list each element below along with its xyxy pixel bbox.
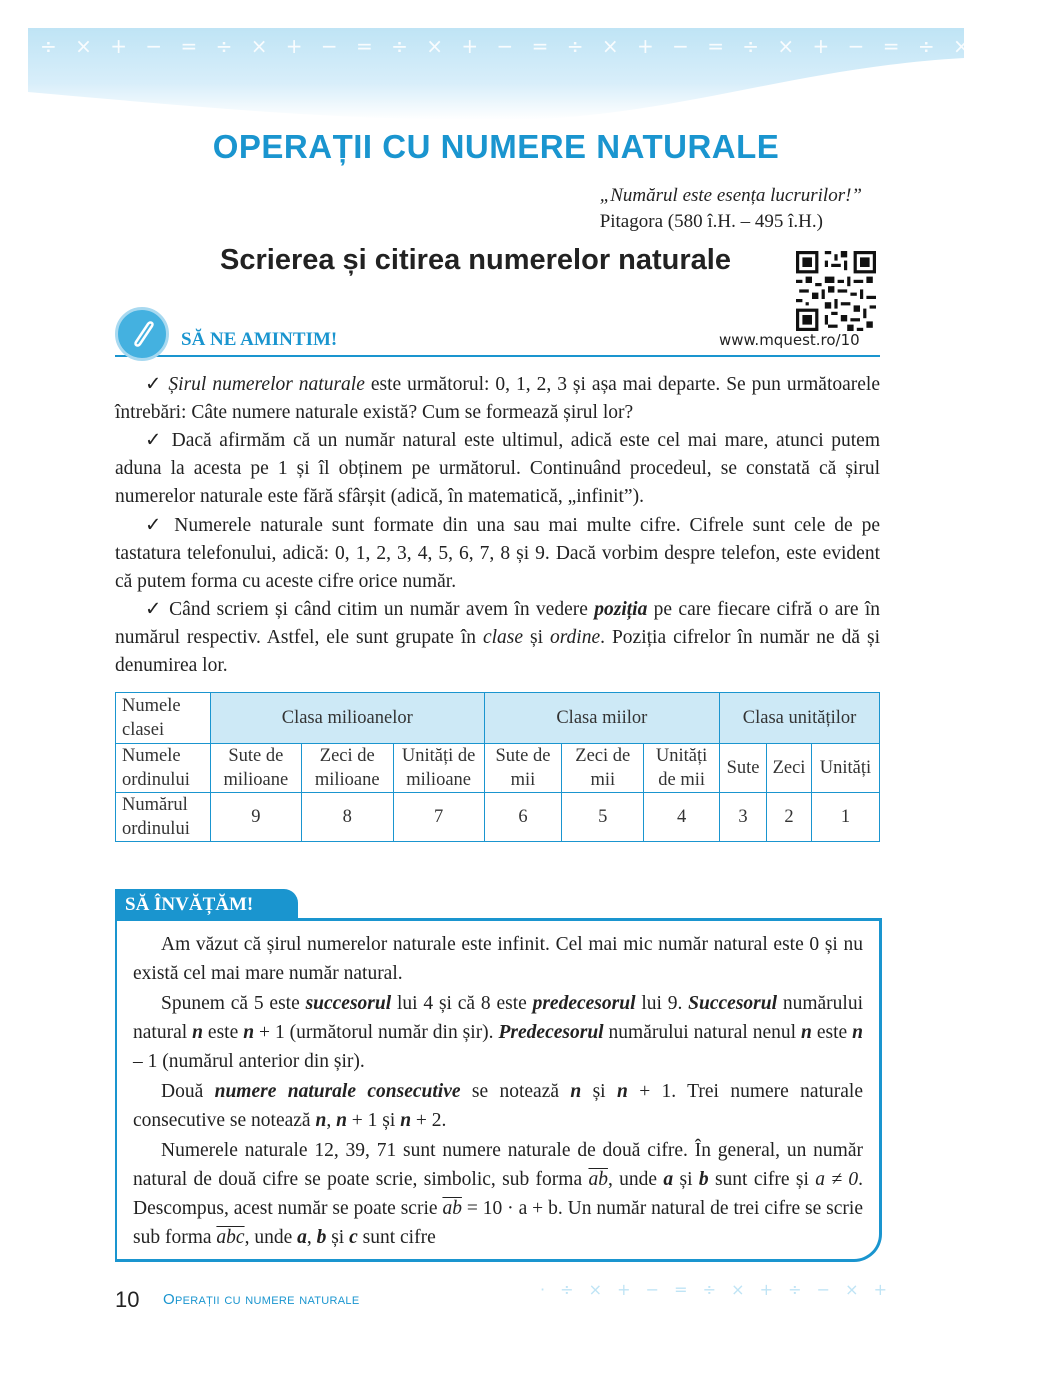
remember-label: SĂ NE AMINTIM!: [181, 329, 338, 350]
paragraph-text: și: [581, 1081, 617, 1102]
row-header: Numele ordinului: [116, 744, 211, 793]
paragraph-text: , unde: [244, 1227, 298, 1248]
variable-n: n: [616, 1081, 628, 1102]
class-cell: Clasa milioanelor: [210, 693, 484, 744]
check-icon: ✓: [145, 374, 163, 395]
number-cell: 4: [644, 793, 720, 842]
term-consecutive: numere naturale consecutive: [214, 1081, 461, 1102]
class-cell: Clasa unităților: [720, 693, 880, 744]
paragraph-text: ,: [326, 1110, 337, 1131]
order-cell: Sute de mii: [484, 744, 562, 793]
overlined-number: $\overline{ab}$: [442, 1198, 462, 1219]
order-cell: Unități de milioane: [393, 744, 484, 793]
overlined-number: $\overline{ab}$: [588, 1169, 608, 1190]
order-cell: Unități de mii: [644, 744, 720, 793]
paragraph-text: . Descompus, acest număr se poate scrie: [133, 1169, 863, 1219]
variable-n: n: [852, 1022, 863, 1043]
paperclip-icon: [115, 307, 169, 361]
variable-n: n: [315, 1110, 327, 1131]
learn-paragraph-2: [133, 989, 863, 1076]
quote-author: Pitagora (580 î.H. – 495 î.H.): [599, 211, 823, 232]
lesson-title: Scrierea și citirea numerelor naturale: [220, 244, 731, 276]
number-cell: 3: [720, 793, 767, 842]
term-predecessor: predecesorul: [532, 993, 636, 1014]
variable-n: n: [801, 1022, 812, 1043]
remember-paragraph-4: [115, 596, 880, 680]
term-classes: clase: [482, 627, 524, 648]
paragraph-text: Când scriem și când citim un număr avem în vedere: [169, 599, 595, 620]
learn-content: [133, 930, 863, 1253]
table-row-classes: [116, 693, 880, 744]
paragraph-text: numărului natural nenul: [603, 1022, 802, 1043]
footer-math-symbols: · ÷ × + − = ÷ × + ÷ − × +: [540, 1280, 892, 1299]
number-cell: 6: [484, 793, 562, 842]
remember-paragraph-3: [115, 512, 880, 596]
paragraph-text: ,: [306, 1227, 317, 1248]
variable-b: b: [698, 1169, 709, 1190]
term-predecessor: Predecesorul: [498, 1022, 604, 1043]
class-cell: Clasa miilor: [484, 693, 720, 744]
number-cell: 8: [301, 793, 393, 842]
paragraph-text: Spunem că 5 este: [161, 993, 306, 1014]
chapter-title: OPERAȚII CU NUMERE NATURALE: [212, 128, 780, 165]
paragraph-text: numărului natural: [133, 993, 863, 1043]
paragraph-text: sunt cifre și: [708, 1169, 816, 1190]
variable-c: c: [349, 1227, 358, 1248]
table-row-orders: [116, 744, 880, 793]
learn-paragraph-4: [133, 1136, 863, 1252]
learn-section-tab: [115, 889, 298, 920]
variable-b: b: [316, 1227, 327, 1248]
paragraph-text: sunt cifre: [357, 1227, 436, 1248]
number-cell: 1: [811, 793, 879, 842]
paragraph-text: și: [523, 627, 550, 648]
remember-paragraph-2: [115, 427, 880, 511]
term-natural-sequence: Șirul numerelor naturale: [168, 374, 365, 395]
order-cell: Zeci de mii: [562, 744, 644, 793]
paragraph-text: este: [811, 1022, 853, 1043]
variable-n: n: [336, 1110, 347, 1131]
condition: a ≠ 0: [815, 1169, 859, 1190]
paragraph-text: este: [202, 1022, 244, 1043]
paragraph-text: și: [326, 1227, 350, 1248]
paragraph-text: este următorul: 0, 1, 2, 3 și așa mai departe. Se pun următoarele întrebări: Câte numere naturale există? Cum se formează șirul lor?: [115, 374, 881, 423]
paragraph-text: pe care fiecare cifră o are în numărul respectiv. Astfel, ele sunt grupate în: [115, 599, 881, 648]
paragraph-text: + 1 (următorul număr din șir).: [254, 1022, 499, 1043]
variable-n: n: [570, 1081, 582, 1102]
paragraph-text: Dacă afirmăm că un număr natural este ultimul, adică este cel mai mare, atunci putem aduna la acesta pe 1 și îl obținem pe următorul. Continuând procedeul, se constată că șirul numerelor naturale este fără sfârșit (adică, în matematică, „infinit”).: [115, 430, 880, 507]
number-cell: 2: [767, 793, 812, 842]
quote-text: „Numărul este esența lucrurilor!”: [599, 185, 862, 206]
number-cell: 7: [393, 793, 484, 842]
paragraph-text: Numerele naturale 12, 39, 71 sunt numere naturale de două cifre. În general, un număr natural de două cifre se poate scrie, simbolic, sub forma: [133, 1140, 863, 1190]
order-cell: Zeci: [767, 744, 812, 793]
check-icon: ✓: [145, 515, 166, 536]
paragraph-text: , unde: [607, 1169, 664, 1190]
variable-n: n: [192, 1022, 203, 1043]
paragraph-text: și: [673, 1169, 699, 1190]
order-cell: Unități: [811, 744, 879, 793]
learn-paragraph-3: [133, 1077, 863, 1135]
term-successor: succesorul: [305, 993, 392, 1014]
term-successor: Succesorul: [688, 993, 778, 1014]
class-order-table: [115, 692, 880, 842]
paragraph-text: lui 9.: [635, 993, 689, 1014]
variable-a: a: [663, 1169, 674, 1190]
number-cell: 5: [562, 793, 644, 842]
paragraph-text: se notează: [460, 1081, 571, 1102]
variable-a: a: [297, 1227, 307, 1248]
remember-paragraph-1: [115, 371, 880, 427]
order-cell: Sute: [720, 744, 767, 793]
order-cell: Zeci de milioane: [301, 744, 393, 793]
term-orders: ordine: [549, 627, 601, 648]
check-icon: ✓: [145, 430, 165, 451]
variable-n: n: [400, 1110, 412, 1131]
learn-label: SĂ ÎNVĂȚĂM!: [125, 894, 254, 915]
banner-math-symbols: ÷ × + − = ÷ × + − = ÷ × + − = ÷ × + − = ÷ × + − = ÷ × + −: [40, 34, 1046, 58]
learn-paragraph-1: [133, 930, 863, 988]
paragraph-text: + 1. Trei numere naturale consecutive se notează: [133, 1081, 863, 1131]
overlined-number: $\overline{abc}$: [216, 1227, 245, 1248]
qr-url-link[interactable]: www.mquest.ro/10: [719, 331, 860, 349]
paragraph-text: Am văzut că șirul numerelor naturale este infinit. Cel mai mic număr natural este 0 și nu există cel mai mare număr natural.: [133, 934, 863, 984]
quote: [600, 183, 862, 235]
paragraph-text: = 10 · a + b. Un număr natural de trei cifre se scrie sub forma: [133, 1198, 863, 1248]
paragraph-text: . Poziția cifrelor în număr ne dă și denumirea lor.: [115, 627, 880, 676]
variable-n: n: [243, 1022, 255, 1043]
row-header: Numărul ordinului: [116, 793, 211, 842]
paragraph-text: Două: [161, 1081, 215, 1102]
paragraph-text: Numerele naturale sunt formate din una sau mai multe cifre. Cifrele sunt cele de pe tastatura telefonului, adică: 0, 1, 2, 3, 4, 5, 6, 7, 8 și 9. Dacă vorbim despre telefon, este evident că putem forma cu aceste cifre orice număr.: [115, 515, 880, 592]
number-cell: 9: [210, 793, 301, 842]
running-title: Operații cu numere naturale: [163, 1291, 360, 1308]
term-position: poziția: [594, 599, 648, 620]
paragraph-text: lui 4 și că 8 este: [391, 993, 533, 1014]
order-cell: Sute de milioane: [210, 744, 301, 793]
paragraph-text: + 1 și: [346, 1110, 401, 1131]
remember-section-header: [115, 307, 880, 357]
paragraph-text: – 1 (numărul anterior din șir).: [133, 1051, 365, 1072]
paragraph-text: + 2.: [411, 1110, 447, 1131]
check-icon: ✓: [145, 599, 163, 620]
row-header: Numele clasei: [116, 693, 211, 744]
page-number: 10: [115, 1287, 140, 1312]
table-row-numbers: [116, 793, 880, 842]
